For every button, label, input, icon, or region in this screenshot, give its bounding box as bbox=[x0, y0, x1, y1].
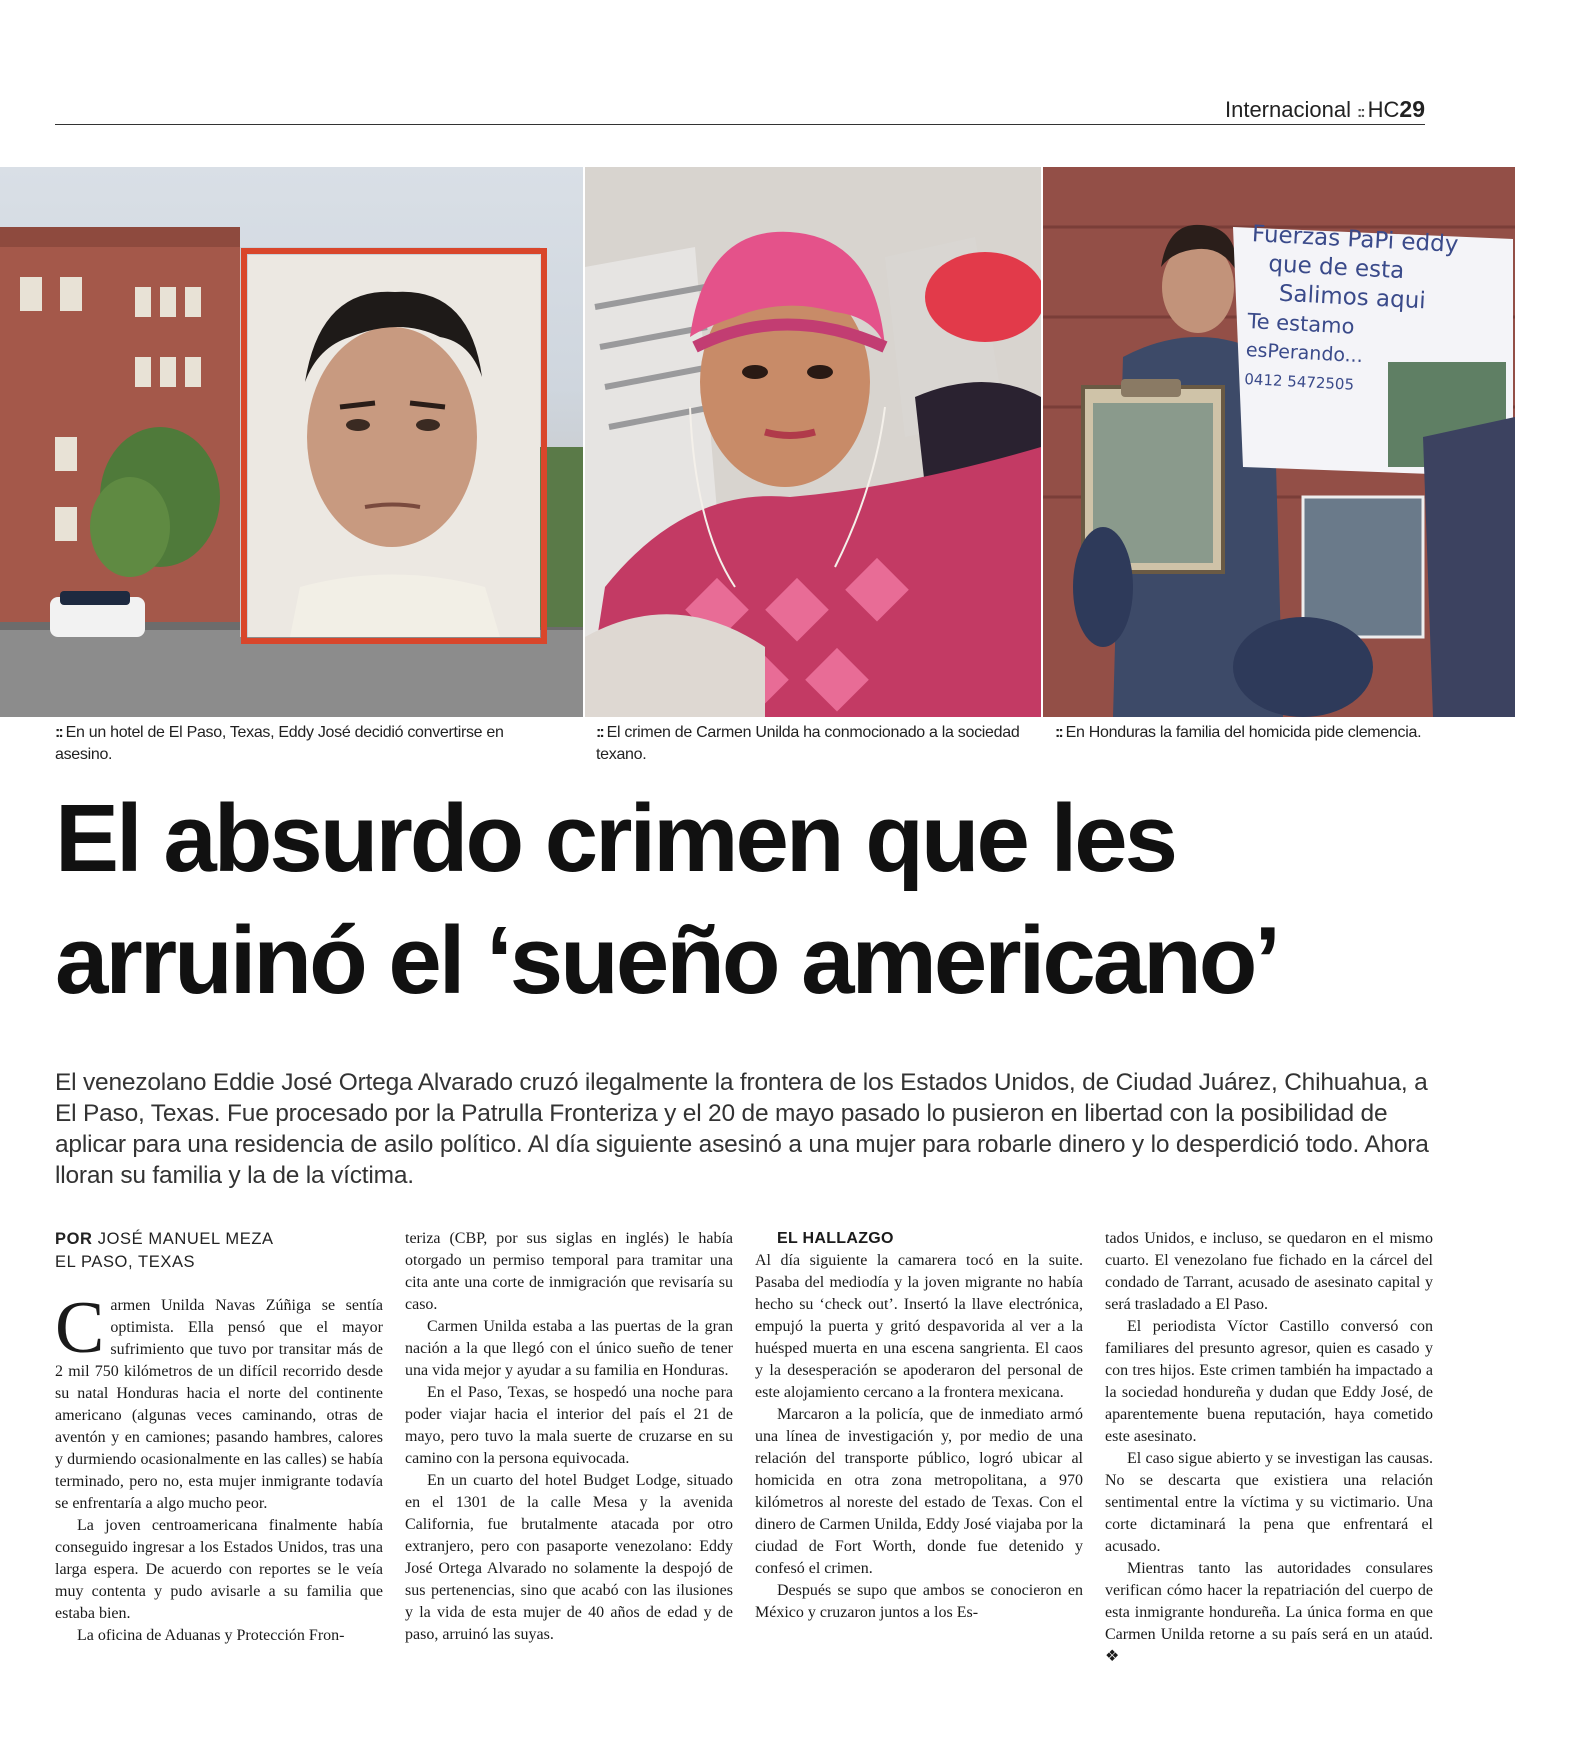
article-column-2 bbox=[405, 1228, 733, 1646]
article-column-4 bbox=[1105, 1228, 1433, 1668]
photo-hotel-mugshot bbox=[0, 167, 583, 717]
photo-family-sign bbox=[1043, 167, 1515, 717]
article-paragraph: En un cuarto del hotel Budget Lodge, situado en el 1301 de la calle Mesa y la avenida California, fue brutalmente atacada por otro extranjero, pero con pasaporte venezolano: Eddy José Ortega Alvarado no solamente la despojó de sus pertenencias, sino que acabó con las ilusiones y la vida de esta mujer de 40 años de edad y de paso, arruinó las suyas. bbox=[405, 1472, 733, 1643]
page-header bbox=[55, 92, 1425, 125]
article-paragraph: tados Unidos, e incluso, se quedaron en el mismo cuarto. El venezolano fue fichado en la cárcel del condado de Tarrant, acusado de asesinato capital y será trasladado a El Paso. bbox=[1105, 1230, 1433, 1313]
caption-mark: :: bbox=[596, 724, 603, 741]
sign-line: Fuerzas PaPi eddy bbox=[1251, 221, 1459, 258]
article-paragraph bbox=[55, 1287, 383, 1515]
photo-caption-2 bbox=[596, 722, 1026, 766]
article-paragraph: La oficina de Aduanas y Protección Fron- bbox=[77, 1627, 345, 1644]
deck-summary: El venezolano Eddie José Ortega Alvarado cruzó ilegalmente la frontera de los Estados Unidos, de Ciudad Juárez, Chihuahua, a El Paso, Texas. Fue procesado por la Patrulla Fronteriza y el 20 de mayo pasado lo pusieron en libertad con la posibilidad de aplicar para una residencia de asilo político. Al día siguiente asesinó a una mujer para robarle dinero y lo desperdició todo. Ahora lloran su familia y la de la víctima. bbox=[55, 1069, 1429, 1189]
caption-text: El crimen de Carmen Unilda ha conmocionado a la sociedad texano. bbox=[596, 724, 1020, 763]
sign-line: que de esta bbox=[1267, 251, 1405, 285]
caption-mark: :: bbox=[55, 724, 62, 741]
article-paragraph: El caso sigue abierto y se investigan las causas. No se descarta que existiera una relación sentimental entre la víctima y su victimario. Una corte dictaminará la pena que enfrentará el acusado. bbox=[1105, 1450, 1433, 1555]
section-label bbox=[1225, 96, 1425, 123]
paragraph-text: Mientras tanto las autoridades consulares verifican cómo hacer la repatriación del cuerpo de esta inmigrante hondureña. La única forma en que Carmen Unilda retorne a su país será en un ataúd. bbox=[1105, 1560, 1433, 1643]
photo-caption-1 bbox=[55, 722, 525, 766]
photo-caption-3 bbox=[1055, 722, 1525, 744]
brand-name: HC bbox=[1367, 97, 1400, 122]
article-paragraph bbox=[1105, 1558, 1433, 1668]
article-paragraph: teriza (CBP, por sus siglas en inglés) le había otorgado un permiso temporal para tramitar una cita ante una corte de inmigración que revisaría su caso. bbox=[405, 1230, 733, 1313]
sign-line: Te estamo bbox=[1246, 309, 1356, 339]
section-separator: :: bbox=[1356, 104, 1364, 121]
article-column-1 bbox=[55, 1287, 383, 1647]
byline bbox=[55, 1228, 385, 1274]
article-paragraph: En el Paso, Texas, se hospedó una noche para poder viajar hacia el interior del país el 21 de mayo, pero tuvo la mala suerte de cruzarse en su camino con la persona equivocada. bbox=[405, 1384, 733, 1467]
byline-author: JOSÉ MANUEL MEZA bbox=[97, 1230, 274, 1248]
caption-text: En un hotel de El Paso, Texas, Eddy José decidió convertirse en asesino. bbox=[55, 724, 504, 763]
hotel-scene-illustration bbox=[0, 167, 583, 717]
caption-text: En Honduras la familia del homicida pide clemencia. bbox=[1065, 724, 1422, 741]
article-paragraph: La joven centroamericana finalmente había conseguido ingresar a los Estados Unidos, tras una larga espera. De acuerdo con reportes se le veía muy contenta y pudo avisarle a su familia que estaba bien. bbox=[55, 1517, 383, 1622]
end-mark-icon: ❖ bbox=[1105, 1648, 1120, 1665]
sign-line: Salimos aqui bbox=[1278, 280, 1427, 315]
headline-line-2: arruinó el ‘sueño americano’ bbox=[55, 907, 1279, 1014]
photo-victim bbox=[585, 167, 1041, 717]
caption-mark: :: bbox=[1055, 724, 1062, 741]
paragraph-text: armen Unilda Navas Zúñiga se sentía optimista. Ella pensó que el mayor sufrimiento que tuvo por transitar más de 2 mil 750 kilómetros de un difícil recorrido desde su natal Honduras hacia el norte del continente americano (algunas veces caminando, otras de aventón y en camiones; pasando hambres, calores y durmiendo ocasionalmente en las calles) se había terminado, pero no, esta mujer inmigrante todavía se enfrentaría a algo mucho peor. bbox=[55, 1297, 383, 1512]
sign-line: esPerando... bbox=[1245, 339, 1364, 368]
article-paragraph: Carmen Unilda estaba a las puertas de la gran nación a la que llegó con el único sueño de tener una vida mejor y ayudar a su familia en Honduras. bbox=[405, 1318, 733, 1379]
article-paragraph: Marcaron a la policía, que de inmediato armó una línea de investigación y, por medio de una relación del transporte público, logró ubicar al homicida en otra zona metropolitana, a 970 kilómetros al noreste del estado de Texas. Con el dinero de Carmen Unilda, Eddy José viajaba por la ciudad de Fort Worth, donde fue detenido y confesó el crimen. bbox=[755, 1406, 1083, 1577]
article-paragraph: El periodista Víctor Castillo conversó con familiares del presunto agresor, quien es casado y con tres hijos. Este crimen también ha impactado a la sociedad hondureña y dudan que Eddy José, de aparentemente buena reputación, haya cometido este asesinato. bbox=[1105, 1318, 1433, 1445]
article-paragraph: Al día siguiente la camarera tocó en la suite. Pasaba del mediodía y la joven migrante no había hecho su ‘check out’. Insertó la llave electrónica, empujó la puerta y gritó despavorida al ver a la huésped muerta en una escena sangrienta. El caos y la desesperación se apoderaron del personal de este alojamiento cercano a la frontera mexicana. bbox=[755, 1252, 1083, 1401]
article-column-3 bbox=[755, 1228, 1083, 1624]
section-name: Internacional bbox=[1224, 97, 1351, 122]
victim-portrait-illustration bbox=[585, 167, 1041, 717]
section-subhead: EL HALLAZGO bbox=[777, 1230, 894, 1247]
sign-line: 0412 5472505 bbox=[1243, 369, 1355, 394]
headline-line-1: El absurdo crimen que les bbox=[55, 785, 1176, 892]
article-paragraph: Después se supo que ambos se conocieron en México y cruzaron juntos a los Es- bbox=[755, 1582, 1083, 1621]
drop-cap: C bbox=[55, 1287, 105, 1369]
page-number: 29 bbox=[1399, 96, 1425, 122]
handwritten-sign bbox=[1244, 220, 1515, 408]
byline-location: EL PASO, TEXAS bbox=[55, 1253, 196, 1271]
byline-label: POR bbox=[55, 1230, 93, 1248]
headline bbox=[55, 778, 1535, 1022]
